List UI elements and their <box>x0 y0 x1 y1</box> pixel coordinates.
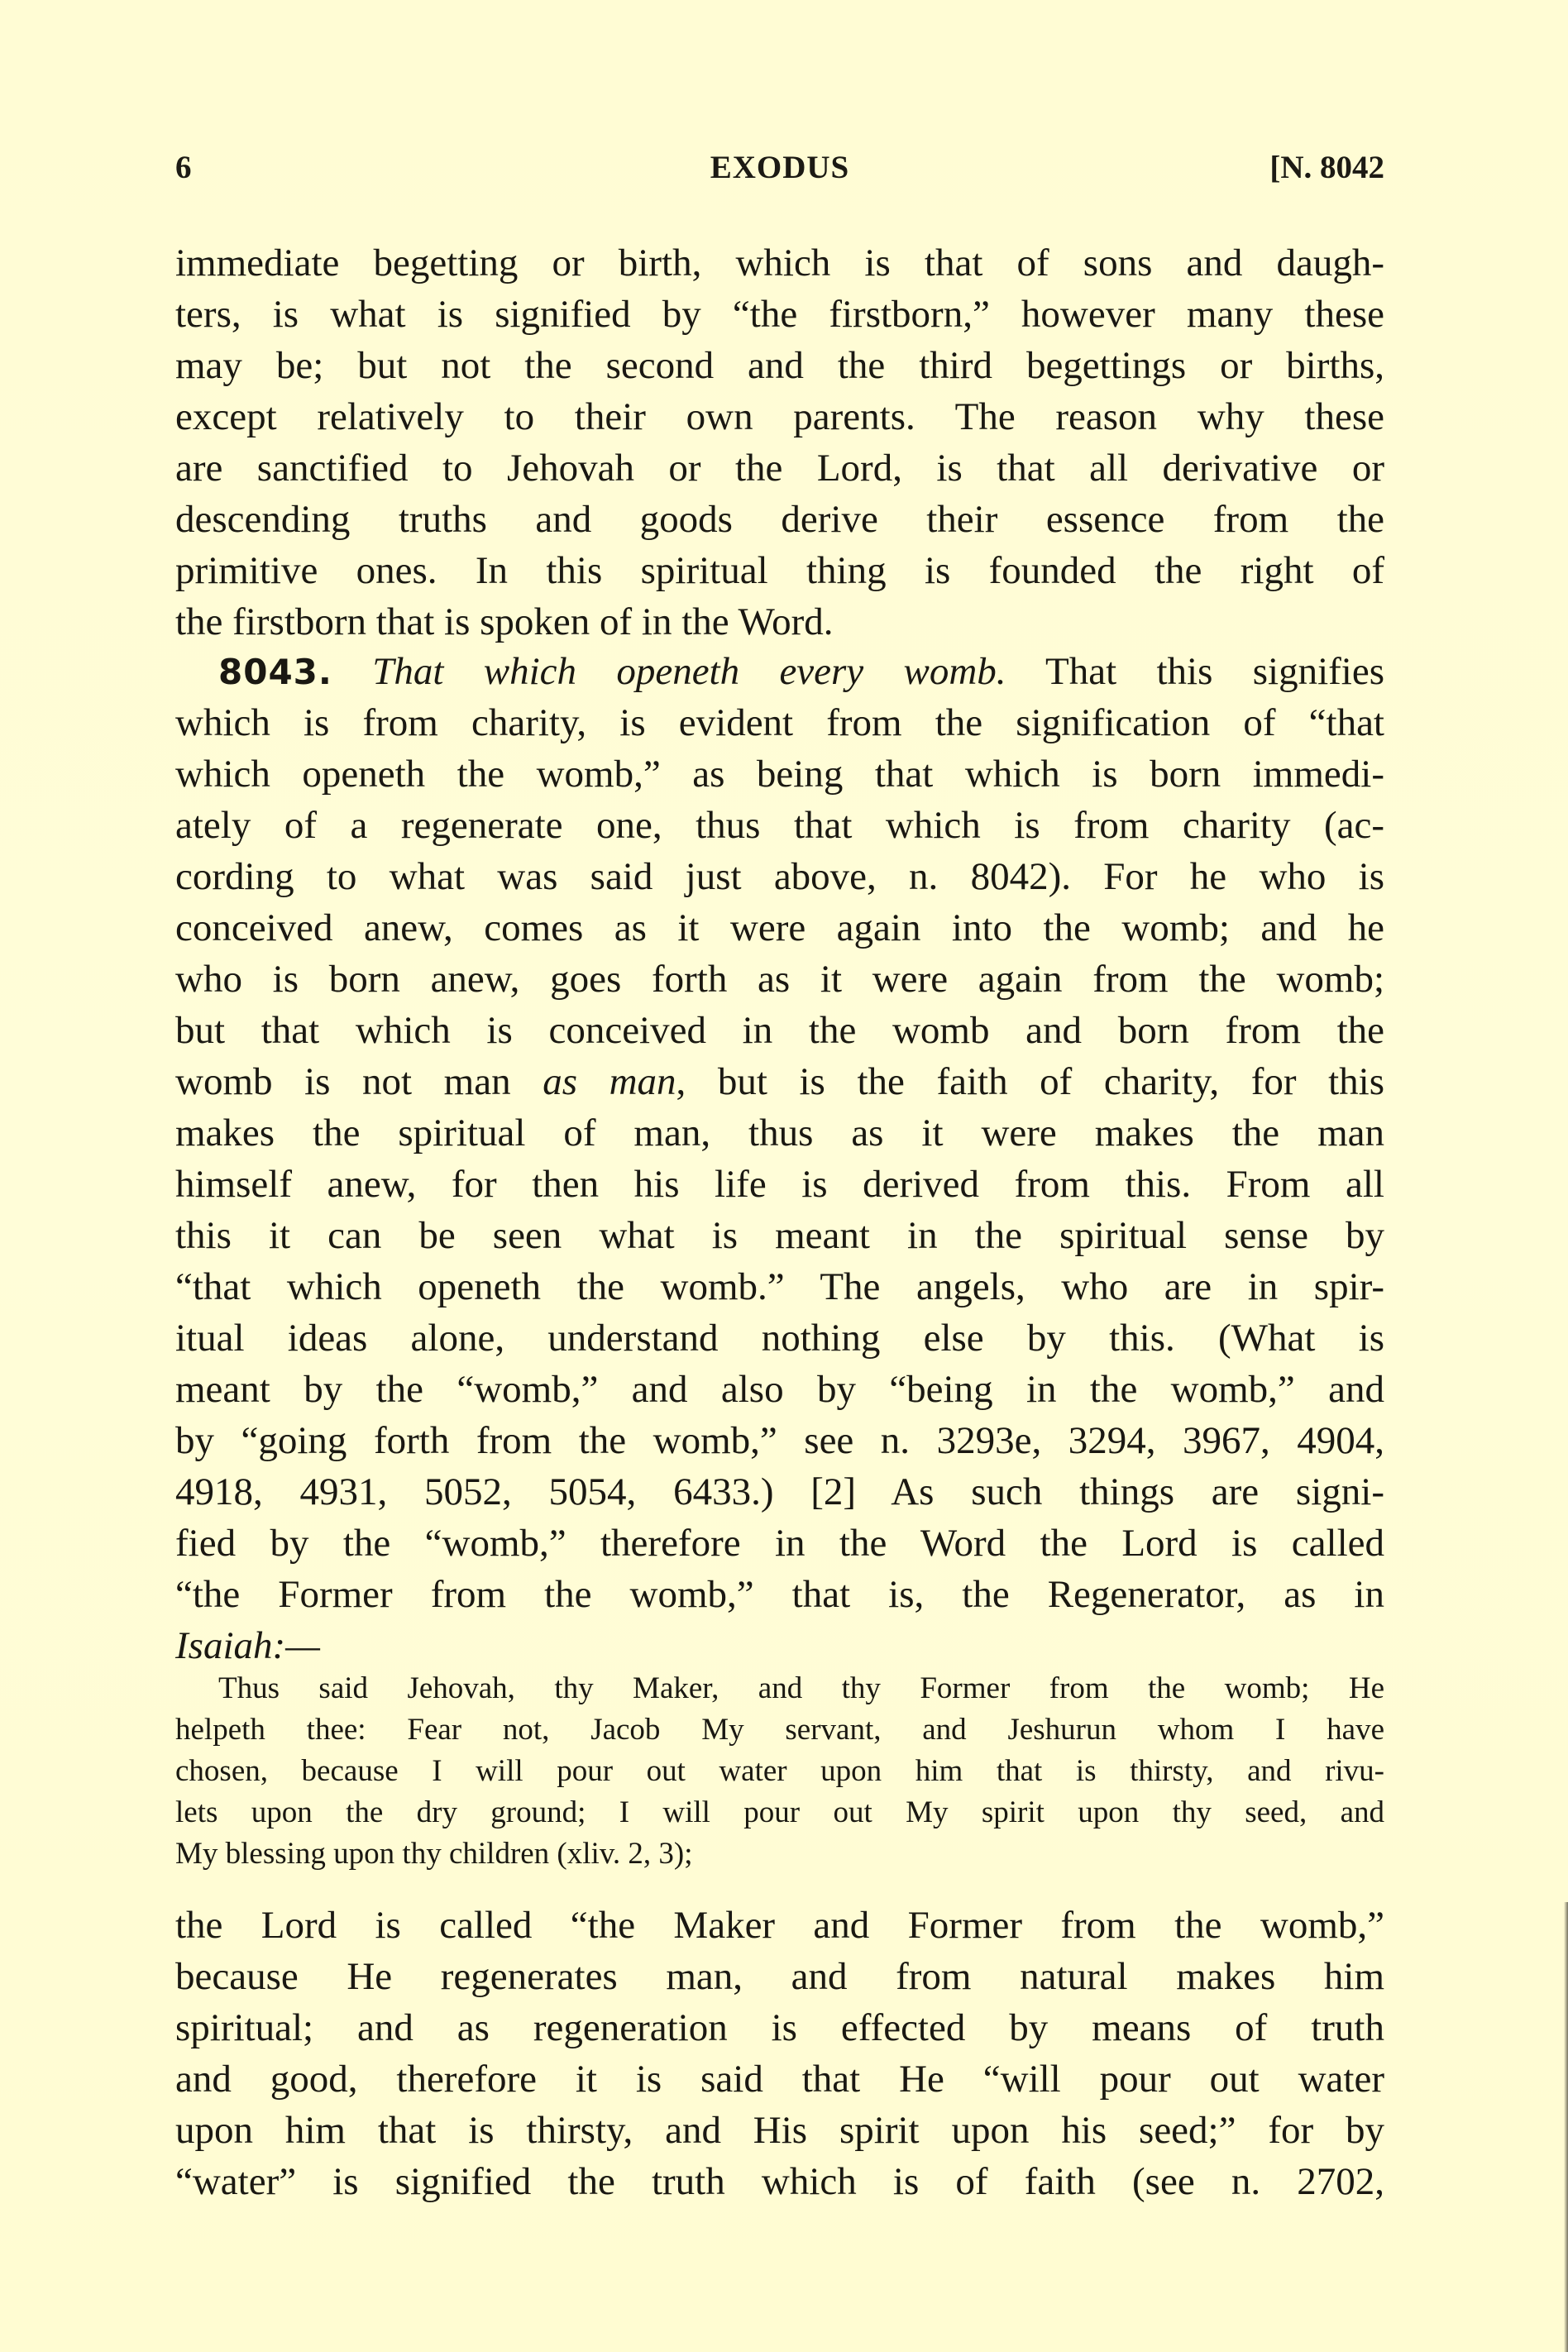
text-line: “that which openeth the womb.” The angels, who are in spir- <box>175 1265 1384 1308</box>
text-line-as-man <box>175 1057 1384 1107</box>
page-number: 6 <box>175 150 192 185</box>
text-line: immediate begetting or birth, which is that of sons and daugh- <box>175 241 1384 284</box>
text-line: ately of a regenerate one, thus that which is from charity (ac- <box>175 804 1384 847</box>
text-line: are sanctified to Jehovah or the Lord, is that all derivative or <box>175 447 1384 490</box>
text-line: spiritual; and as regeneration is effected by means of truth <box>175 2006 1384 2049</box>
italic-emphasis: as man <box>543 1060 676 1103</box>
text-line: but that which is conceived in the womb and born from the <box>175 1009 1384 1052</box>
text-line: except relatively to their own parents. The reason why these <box>175 395 1384 438</box>
text-line: meant by the “womb,” and also by “being in the womb,” and <box>175 1368 1384 1411</box>
page-binding-edge <box>1564 1902 1568 2352</box>
text-line: itual ideas alone, understand nothing else by this. (What is <box>175 1317 1384 1360</box>
text-line: primitive ones. In this spiritual thing is founded the right of <box>175 549 1384 592</box>
quotation-line: Thus said Jehovah, thy Maker, and thy Former from the womb; He <box>218 1671 1384 1705</box>
section-reference: [N. 8042 <box>1269 150 1384 185</box>
text-line: fied by the “womb,” therefore in the Word the Lord is called <box>175 1522 1384 1565</box>
text-line: which is from charity, is evident from the signification of “that <box>175 701 1384 744</box>
text-line: conceived anew, comes as it were again into the womb; and he <box>175 906 1384 949</box>
text-line: “water” is signified the truth which is of faith (see n. 2702, <box>175 2160 1384 2203</box>
section-number: 8043. <box>218 652 332 692</box>
running-head <box>175 147 1384 189</box>
text-line: this it can be seen what is meant in the spiritual sense by <box>175 1214 1384 1257</box>
citation-intro <box>175 1621 1384 1671</box>
text-line: cording to what was said just above, n. 8042). For he who is <box>175 855 1384 898</box>
quotation-line: helpeth thee: Fear not, Jacob My servant, and Jeshurun whom I have <box>175 1713 1384 1747</box>
text-line: by “going forth from the womb,” see n. 3293e, 3294, 3967, 4904, <box>175 1419 1384 1462</box>
text-line: makes the spiritual of man, thus as it were makes the man <box>175 1111 1384 1154</box>
text-line: may be; but not the second and the third begettings or births, <box>175 344 1384 387</box>
text-line: the Lord is called “the Maker and Former from the womb,” <box>175 1904 1384 1947</box>
text-line: upon him that is thirsty, and His spirit upon his seed;” for by <box>175 2109 1384 2152</box>
text-line: descending truths and goods derive their essence from the <box>175 498 1384 541</box>
book-title: EXODUS <box>710 150 850 185</box>
text-line: himself anew, for then his life is derived from this. From all <box>175 1163 1384 1206</box>
text-line: and good, therefore it is said that He “will pour out water <box>175 2058 1384 2101</box>
quotation-line: My blessing upon thy children (xliv. 2, 3); <box>175 1837 693 1871</box>
section-first-line <box>175 647 1384 696</box>
text-line: who is born anew, goes forth as it were again from the womb; <box>175 958 1384 1001</box>
quotation-line: chosen, because I will pour out water upon him that is thirsty, and rivu- <box>175 1754 1384 1788</box>
quotation-line: lets upon the dry ground; I will pour out My spirit upon thy seed, and <box>175 1795 1384 1829</box>
text-fragment: That this signifies <box>1045 650 1384 693</box>
section-heading: That which openeth every womb. <box>372 650 1006 693</box>
text-line: ters, is what is signified by “the firstborn,” however many these <box>175 293 1384 336</box>
text-line: the firstborn that is spoken of in the Word. <box>175 600 834 643</box>
text-line: “the Former from the womb,” that is, the Regenerator, as in <box>175 1573 1384 1616</box>
text-line: which openeth the womb,” as being that which is born immedi- <box>175 753 1384 796</box>
text-fragment: , but is the faith of charity, for this <box>676 1060 1384 1103</box>
book-citation-isaiah: Isaiah:— <box>175 1624 320 1667</box>
text-fragment: womb is not man <box>175 1060 543 1103</box>
text-line: 4918, 4931, 5052, 5054, 6433.) [2] As such things are signi- <box>175 1470 1384 1513</box>
text-line: because He regenerates man, and from natural makes him <box>175 1955 1384 1998</box>
